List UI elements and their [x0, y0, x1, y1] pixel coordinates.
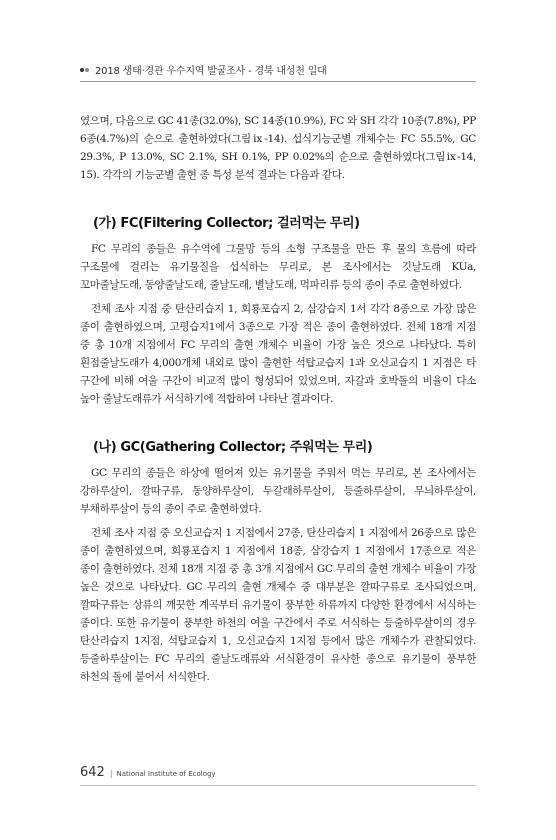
- footer-separator: |: [109, 769, 113, 778]
- page-footer: [80, 765, 216, 780]
- page-number: 642: [80, 765, 105, 780]
- main-content: [80, 112, 476, 686]
- header-title: 2018 생태·경관 우수지역 발굴조사 - 경북 내성천 일대: [95, 66, 327, 77]
- fc-paragraph-1: FC 무리의 종들은 유수역에 그물망 등의 소형 구조물을 만든 후 물의 흐름에 따라 구조물에 걸리는 유기물질을 섭식하는 무리로, 본 조사에서는 깃날도래 KUa, 꼬마줄날도래, 동양줄날도래, 줄날도래, 별날도래, 먹파리류 등의 종이 주로 출현하였다.: [80, 243, 476, 291]
- footer-organization: National Institute of Ecology: [116, 770, 216, 778]
- header-bullet-icon: [80, 68, 89, 72]
- header-divider: [80, 81, 476, 82]
- section-title-fc: (가) FC(Filtering Collector; 걸러먹는 무리): [93, 216, 360, 231]
- gc-paragraph-1: GC 무리의 종들은 하상에 떨어져 있는 유기물을 주워서 먹는 무리로, 본 조사에서는 강하루살이, 깔따구류, 동양하루살이, 두갈래하루살이, 등줄하루살이, 무늬하루살이, 부채하루살이 등의 종이 주로 출현하였다.: [80, 467, 476, 515]
- footer-divider: [80, 785, 476, 786]
- running-header: [80, 62, 327, 77]
- gc-paragraph-2: 전체 조사 지점 중 오신교습지 1 지점에서 27종, 탄산리습지 1 지점에서 26종으로 많은 종이 출현하였으며, 회룡포습지 1 지점에서 18종, 삼강습지 1 지점에서 17종으로 적은 종이 출현하였다. 전체 18개 지점 중 총 3개 지점에서 GC 무리의 출현 개체수 비율이 가장 높은 것으로 나타났다. GC 무리의 출현 개체수 중 대부분은 깔따구류로 조사되었으며, 깔따구류는 상류의 깨끗한 계곡부터 유기물이 풍부한 하류까지 다양한 환경에서 서식하는 종이다. 또한 유기물이 풍부한 하천의 여울 구간에서 주로 서식하는 등줄하루살이의 경우 탄산리습지 1지점, 석탑교습지 1, 오신교습지 1지점 등에서 많은 개체수가 관찰되었다. 등줄하루살이는 FC 무리의 줄날도래류와 서식환경이 유사한 종으로 유기물이 풍부한 하천의 돌에 붙어서 서식한다.: [80, 527, 476, 683]
- intro-paragraph: 였으며, 다음으로 GC 41종(32.0%), SC 14종(10.9%), FC 와 SH 각각 10종(7.8%), PP 6종(4.7%)의 순으로 출현하였다(그림ⅸ-14). 섭식기능군별 개체수는 FC 55.5%, GC 29.3%, P 13.0%, SC 2.1%, SH 0.1%, PP 0.02%의 순으로 출현하였다(그림ⅸ-14, 15). 각각의 기능군별 출현 종 특성 분석 결과는 다음과 같다.: [80, 115, 476, 181]
- fc-paragraph-2: 전체 조사 지점 중 탄산리습지 1, 회룡포습지 2, 삼강습지 1서 각각 8종으로 가장 많은 종이 출현하였으며, 고평습지1에서 3종으로 가장 적은 종이 출현하였다. 전체 18개 지점 중 총 10개 지점에서 FC 무리의 출현 개체수 비율이 가장 높은 것으로 나타났다. 특히 흰점줄날도래가 4,000개체 내외로 많이 출현한 석탑교습지 1과 오신교습지 1 지점은 타 구간에 비해 여울 구간이 비교적 많이 형성되어 있었으며, 자갈과 호박돌의 비율이 다소 높아 줄날도래류가 서식하기에 적합하여 나타난 결과이다.: [80, 303, 476, 405]
- section-title-gc: (나) GC(Gathering Collector; 주워먹는 무리): [93, 440, 373, 455]
